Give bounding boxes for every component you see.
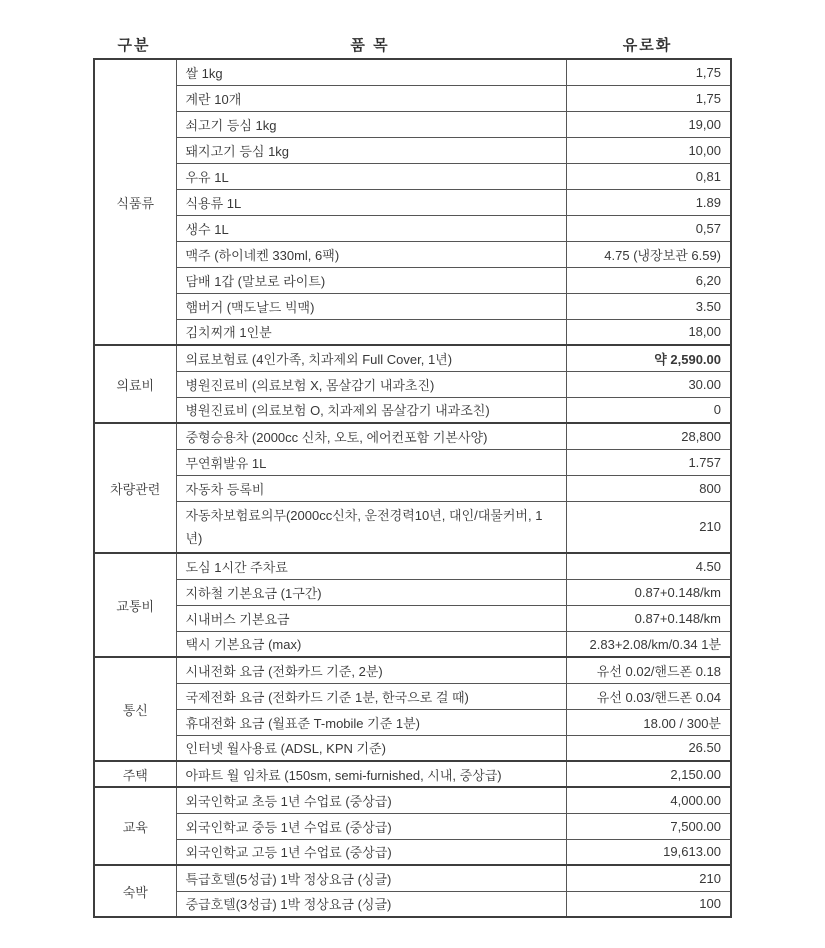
item-cell: 지하철 기본요금 (1구간) — [176, 579, 566, 605]
item-cell: 김치찌개 1인분 — [176, 319, 566, 345]
item-cell: 돼지고기 등심 1kg — [176, 137, 566, 163]
table-row — [94, 371, 731, 397]
table-row — [94, 345, 731, 371]
category-cell: 주택 — [94, 761, 176, 787]
table-row — [94, 241, 731, 267]
table-row — [94, 761, 731, 787]
item-cell: 우유 1L — [176, 163, 566, 189]
table-row — [94, 319, 731, 345]
table-row — [94, 579, 731, 605]
item-cell: 시내버스 기본요금 — [176, 605, 566, 631]
category-cell: 교육 — [94, 787, 176, 865]
table-row — [94, 163, 731, 189]
table-row — [94, 683, 731, 709]
item-cell: 중형승용차 (2000cc 신차, 오토, 에어컨포함 기본사양) — [176, 423, 566, 449]
table-row — [94, 839, 731, 865]
value-cell: 18.00 / 300분 — [566, 709, 731, 735]
table-row — [94, 293, 731, 319]
table-row — [94, 787, 731, 813]
value-cell: 1,75 — [566, 59, 731, 85]
value-cell: 1.757 — [566, 449, 731, 475]
item-cell: 외국인학교 고등 1년 수업료 (중상급) — [176, 839, 566, 865]
item-cell: 쇠고기 등심 1kg — [176, 111, 566, 137]
value-cell: 210 — [566, 501, 731, 553]
value-cell: 26.50 — [566, 735, 731, 761]
category-cell: 차량관련 — [94, 423, 176, 553]
value-cell: 4,000.00 — [566, 787, 731, 813]
item-cell: 자동차보험료의무(2000cc신차, 운전경력10년, 대인/대물커버, 1년) — [176, 501, 566, 553]
table-row — [94, 137, 731, 163]
item-cell: 생수 1L — [176, 215, 566, 241]
table-row — [94, 449, 731, 475]
item-cell: 병원진료비 (의료보험 O, 치과제외 몸살감기 내과조친) — [176, 397, 566, 423]
price-table-section — [93, 30, 730, 918]
table-row — [94, 865, 731, 891]
value-cell: 3.50 — [566, 293, 731, 319]
table-row — [94, 891, 731, 917]
value-cell: 0.87+0.148/km — [566, 605, 731, 631]
item-cell: 쌀 1kg — [176, 59, 566, 85]
item-cell: 의료보험료 (4인가족, 치과제외 Full Cover, 1년) — [176, 345, 566, 371]
item-cell: 시내전화 요금 (전화카드 기준, 2분) — [176, 657, 566, 683]
value-cell: 2.83+2.08/km/0.34 1분 — [566, 631, 731, 657]
table-row — [94, 501, 731, 553]
item-cell: 특급호텔(5성급) 1박 정상요금 (싱글) — [176, 865, 566, 891]
value-cell: 4.50 — [566, 553, 731, 579]
item-cell: 아파트 월 임차료 (150sm, semi-furnished, 시내, 중상급) — [176, 761, 566, 787]
item-cell: 국제전화 요금 (전화카드 기준 1분, 한국으로 걸 때) — [176, 683, 566, 709]
category-cell: 숙박 — [94, 865, 176, 917]
value-cell: 6,20 — [566, 267, 731, 293]
table-row — [94, 735, 731, 761]
table-row — [94, 397, 731, 423]
table-row — [94, 605, 731, 631]
item-cell: 햄버거 (맥도날드 빅맥) — [176, 293, 566, 319]
value-cell: 800 — [566, 475, 731, 501]
item-cell: 식용류 1L — [176, 189, 566, 215]
category-cell: 식품류 — [94, 59, 176, 345]
table-row — [94, 215, 731, 241]
item-cell: 자동차 등록비 — [176, 475, 566, 501]
value-cell: 2,150.00 — [566, 761, 731, 787]
value-cell: 약 2,590.00 — [566, 345, 731, 371]
item-cell: 휴대전화 요금 (월표준 T-mobile 기준 1분) — [176, 709, 566, 735]
table-row — [94, 553, 731, 579]
value-cell: 0.87+0.148/km — [566, 579, 731, 605]
value-cell: 4.75 (냉장보관 6.59) — [566, 241, 731, 267]
item-cell: 중급호텔(3성급) 1박 정상요금 (싱글) — [176, 891, 566, 917]
table-header — [93, 30, 730, 58]
table-row — [94, 631, 731, 657]
table-row — [94, 59, 731, 85]
header-currency: 유로화 — [622, 36, 673, 54]
category-cell: 의료비 — [94, 345, 176, 423]
item-cell: 외국인학교 초등 1년 수업료 (중상급) — [176, 787, 566, 813]
value-cell: 0,57 — [566, 215, 731, 241]
value-cell: 유선 0.03/핸드폰 0.04 — [566, 683, 731, 709]
value-cell: 30.00 — [566, 371, 731, 397]
item-cell: 계란 10개 — [176, 85, 566, 111]
item-cell: 맥주 (하이네켄 330ml, 6팩) — [176, 241, 566, 267]
category-cell: 통신 — [94, 657, 176, 761]
table-row — [94, 111, 731, 137]
value-cell: 0,81 — [566, 163, 731, 189]
value-cell: 19,00 — [566, 111, 731, 137]
item-cell: 담배 1갑 (말보로 라이트) — [176, 267, 566, 293]
item-cell: 인터넷 월사용료 (ADSL, KPN 기준) — [176, 735, 566, 761]
price-table — [93, 58, 732, 918]
header-item: 품 목 — [350, 36, 390, 54]
header-category: 구분 — [117, 36, 151, 54]
table-row — [94, 423, 731, 449]
item-cell: 병원진료비 (의료보험 X, 몸살감기 내과초진) — [176, 371, 566, 397]
value-cell: 0 — [566, 397, 731, 423]
table-row — [94, 189, 731, 215]
table-row — [94, 475, 731, 501]
item-cell: 무연휘발유 1L — [176, 449, 566, 475]
table-row — [94, 85, 731, 111]
value-cell: 210 — [566, 865, 731, 891]
item-cell: 외국인학교 중등 1년 수업료 (중상급) — [176, 813, 566, 839]
table-row — [94, 657, 731, 683]
table-row — [94, 267, 731, 293]
value-cell: 7,500.00 — [566, 813, 731, 839]
value-cell: 100 — [566, 891, 731, 917]
table-row — [94, 813, 731, 839]
value-cell: 1.89 — [566, 189, 731, 215]
value-cell: 18,00 — [566, 319, 731, 345]
value-cell: 28,800 — [566, 423, 731, 449]
value-cell: 1,75 — [566, 85, 731, 111]
item-cell: 도심 1시간 주차료 — [176, 553, 566, 579]
value-cell: 10,00 — [566, 137, 731, 163]
value-cell: 19,613.00 — [566, 839, 731, 865]
category-cell: 교통비 — [94, 553, 176, 657]
table-row — [94, 709, 731, 735]
value-cell: 유선 0.02/핸드폰 0.18 — [566, 657, 731, 683]
item-cell: 택시 기본요금 (max) — [176, 631, 566, 657]
